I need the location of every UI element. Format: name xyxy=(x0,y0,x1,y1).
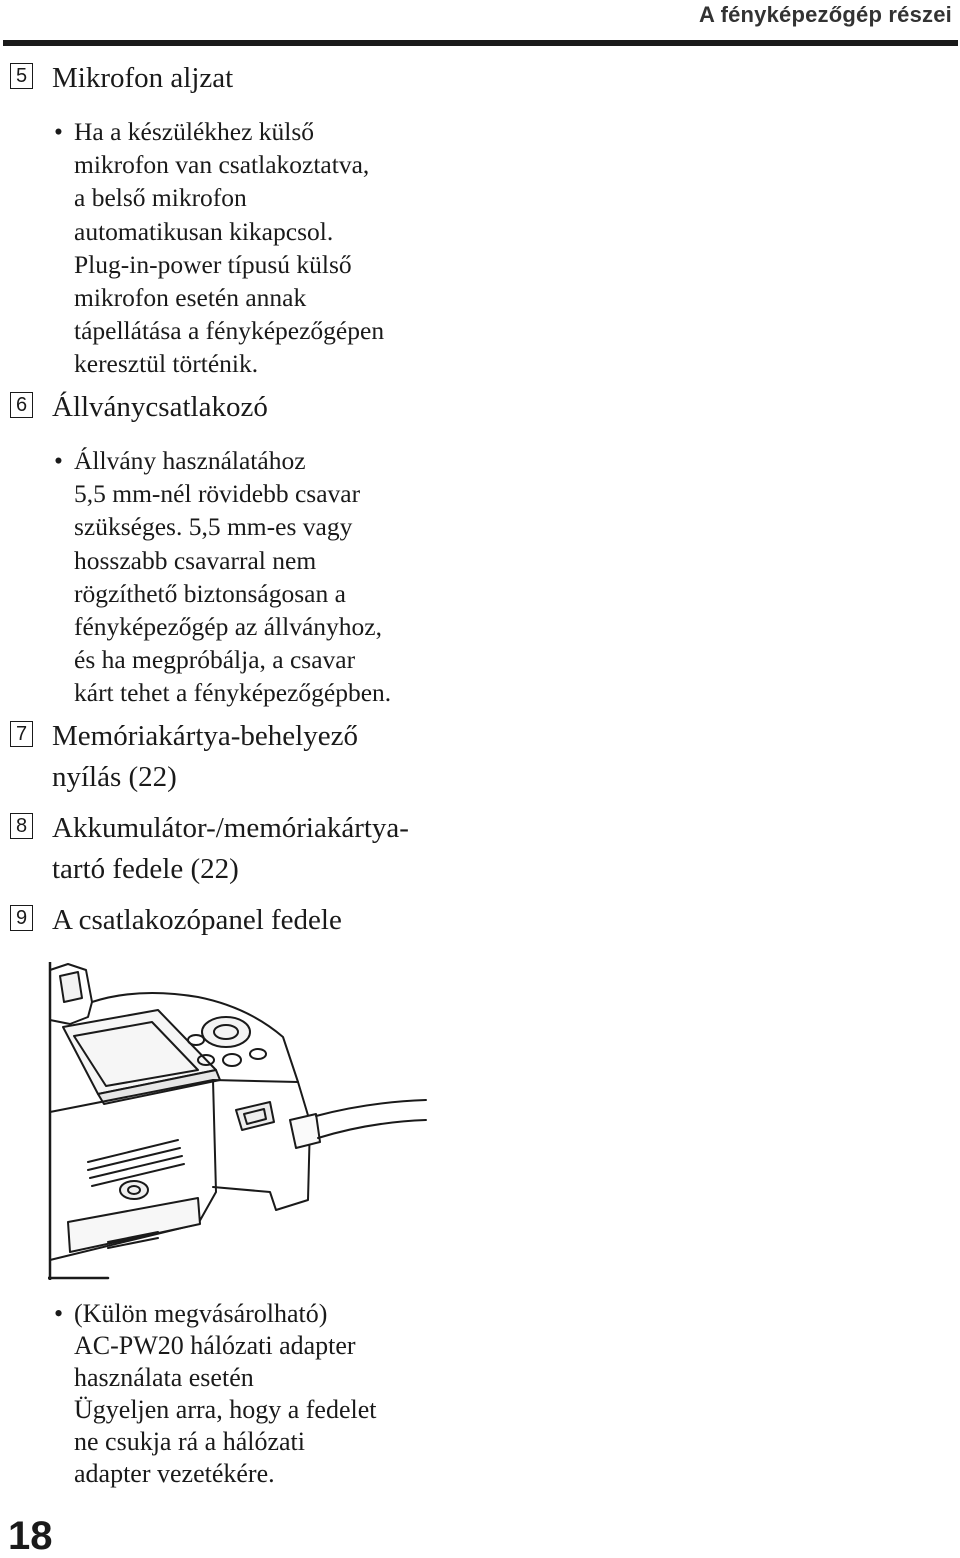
item-title: Akkumulátor-/memóriakártya- tartó fedele (22) xyxy=(52,812,409,885)
item-number: 7 xyxy=(10,721,33,747)
item-number: 8 xyxy=(10,813,33,839)
ac-adapter-note xyxy=(54,1298,474,1490)
camera-bottom-illustration xyxy=(48,962,428,1280)
bullet-dot: • xyxy=(54,1299,64,1328)
item-number: 9 xyxy=(10,905,33,931)
item-title: Memóriakártya-behelyező nyílás (22) xyxy=(52,720,358,793)
section-title: A fényképezőgép részei xyxy=(698,2,952,27)
bullet-text: Állvány használatához 5,5 mm-nél rövidebb csavar szükséges. 5,5 mm-es vagy hosszabb csavarral nem rögzíthető biztonságosan a fényképezőgép az állványhoz, és ha megpróbálja, a csavar kárt tehet a fényképezőgépben. xyxy=(74,446,392,708)
item-csatlakozopanel-fedele xyxy=(10,900,472,941)
page-number: 18 xyxy=(8,1514,53,1558)
item-title: A csatlakozópanel fedele xyxy=(52,904,342,936)
bullet-dot: • xyxy=(54,117,63,146)
header-rule xyxy=(3,40,958,46)
item-title: Állványcsatlakozó xyxy=(52,391,268,423)
bullet-text: Ha a készülékhez külső mikrofon van csatlakoztatva, a belső mikrofon automatikusan kikapcsol. Plug-in-power típusú külső mikrofon esetén annak tápellátása a fényképezőgépen keresztül történik. xyxy=(74,117,385,379)
item-akkumulator-fedele xyxy=(10,808,472,890)
item-memoriakartya-nyilas xyxy=(10,716,472,798)
bullet-note xyxy=(54,115,474,381)
bullet-dot: • xyxy=(54,446,63,475)
bullet-note xyxy=(54,444,474,710)
item-number: 5 xyxy=(10,63,33,89)
item-title: Mikrofon aljzat xyxy=(52,62,234,94)
item-number: 6 xyxy=(10,392,33,418)
item-allvanycsatlakozo xyxy=(10,387,472,428)
item-mikrofon-aljzat xyxy=(10,58,472,99)
bullet-text: (Külön megvásárolható) AC-PW20 hálózati adapter használata esetén Ügyeljen arra, hogy a fedelet ne csukja rá a hálózati adapter vezetékére. xyxy=(74,1299,377,1488)
